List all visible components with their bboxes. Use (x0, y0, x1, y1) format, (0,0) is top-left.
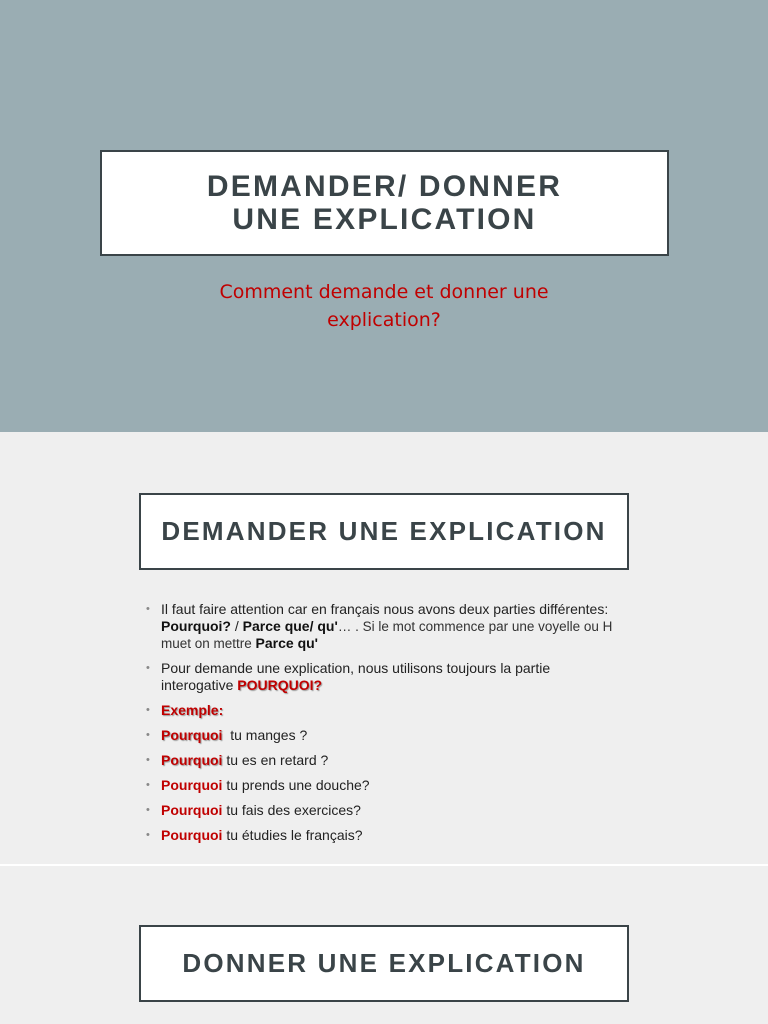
example-keyword: Pourquoi (161, 827, 223, 843)
content-slide-demander (0, 432, 768, 864)
example-text: tu fais des exercices? (222, 802, 361, 818)
bullet-text: Pour demande une explication, nous utilisons toujours la partie interogative (161, 660, 551, 693)
content-slide-donner (0, 866, 768, 1024)
slide-title: DEMANDER UNE EXPLICATION (161, 516, 607, 547)
bullet-icon: • (146, 754, 150, 766)
keyword-pourquoi-caps: POURQUOI? (237, 677, 323, 693)
slide-title-line-2: UNE EXPLICATION (232, 203, 537, 236)
slide-title-line-1: DEMANDER/ DONNER (206, 170, 563, 203)
title-box (139, 493, 629, 570)
list-item (146, 702, 616, 719)
bullet-icon: • (146, 662, 150, 674)
title-box (100, 150, 669, 256)
bullet-icon: • (146, 804, 150, 816)
example-text: tu étudies le français? (222, 827, 363, 843)
example-keyword: Pourquoi (161, 752, 223, 768)
list-item (146, 660, 616, 694)
list-item (146, 752, 616, 769)
keyword-parce-que: Parce que/ qu' (242, 618, 338, 634)
slide-subtitle (180, 278, 588, 334)
separator: / (231, 618, 243, 634)
example-keyword: Pourquoi (161, 777, 223, 793)
bullet-text-continued: … . Si le mot commence par une voyelle ou H muet on mettre (161, 619, 613, 651)
subtitle-line-1: Comment demande et donner une (219, 281, 549, 303)
example-heading: Exemple: (161, 702, 224, 718)
list-item (146, 727, 616, 744)
bullet-icon: • (146, 704, 150, 716)
bullet-icon: • (146, 603, 150, 615)
example-text: tu es en retard ? (222, 752, 329, 768)
subtitle-line-2: explication? (327, 309, 441, 331)
list-item (146, 601, 616, 652)
bullet-text: Il faut faire attention car en français nous avons deux parties différentes: (161, 601, 609, 617)
keyword-pourquoi: Pourquoi? (161, 618, 231, 634)
bullet-icon: • (146, 729, 150, 741)
title-box (139, 925, 629, 1002)
list-item (146, 802, 616, 819)
bullet-icon: • (146, 829, 150, 841)
bullet-list (146, 601, 616, 852)
example-keyword: Pourquoi (161, 727, 223, 743)
example-text: tu prends une douche? (222, 777, 370, 793)
example-keyword: Pourquoi (161, 802, 223, 818)
title-slide (0, 0, 768, 432)
list-item (146, 827, 616, 844)
list-item (146, 777, 616, 794)
keyword-parce-qu: Parce qu' (255, 635, 319, 651)
example-text: tu manges ? (222, 727, 308, 743)
bullet-icon: • (146, 779, 150, 791)
slide-title: DONNER UNE EXPLICATION (182, 948, 586, 979)
